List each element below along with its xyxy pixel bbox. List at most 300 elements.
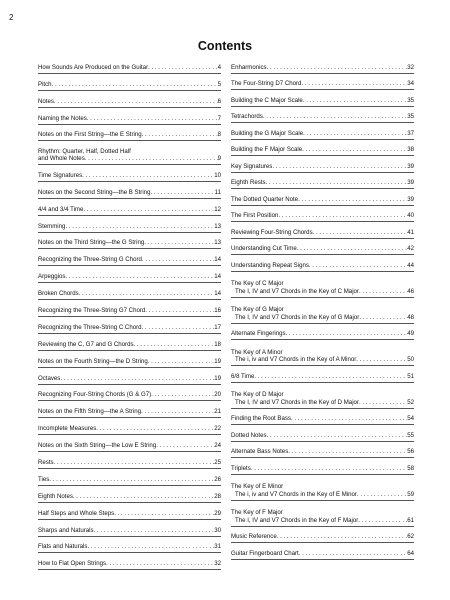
dot-leader	[96, 425, 214, 432]
toc-entry-page: 62	[407, 533, 414, 540]
dot-leader	[267, 432, 408, 439]
toc-entry-line	[38, 256, 221, 263]
toc-entry	[231, 57, 414, 74]
dot-leader	[134, 341, 215, 348]
toc-entry-line	[38, 189, 221, 196]
page-number: 2	[9, 13, 14, 22]
dot-leader	[114, 510, 214, 517]
toc-entry-title: Notes on the Fourth String—the D String	[38, 357, 148, 365]
toc-entry-title: How to Flat Open Strings	[38, 560, 107, 568]
toc-entry-line	[38, 273, 221, 280]
toc-entry-title: Alternate Fingerings	[231, 330, 286, 337]
toc-entry-title: The I, IV and V7 Chords in the Key of G Major	[235, 313, 360, 321]
toc-entry-page: 13	[214, 239, 221, 247]
toc-entry-title: How Sounds Are Produced on the Guitar	[38, 63, 149, 71]
toc-entry-line	[231, 517, 414, 524]
toc-entry	[38, 452, 221, 469]
toc-entry-line	[38, 425, 221, 432]
dot-leader	[82, 172, 214, 179]
toc-entry-page: 54	[407, 415, 414, 422]
dot-leader	[251, 465, 407, 472]
toc-entry-page: 40	[407, 212, 414, 219]
toc-right-column	[231, 57, 414, 560]
dot-leader	[309, 262, 407, 269]
toc-entry-line	[231, 130, 414, 137]
toc-entry-page: 12	[214, 205, 221, 213]
toc-entry-title: The First Position	[231, 212, 279, 219]
toc-entry-page: 13	[214, 222, 221, 230]
dot-leader	[357, 491, 407, 498]
toc-entry-title: 6/8 Time	[231, 372, 255, 380]
dot-leader	[266, 179, 408, 186]
toc-entry-title: Octaves	[38, 374, 61, 382]
toc-entry-page: 14	[214, 273, 221, 281]
dot-leader	[52, 81, 218, 88]
toc-entry-title: Notes on the Second String—the B String	[38, 188, 151, 196]
toc-entry-line	[231, 64, 414, 71]
toc-entry-line	[231, 373, 414, 380]
toc-entry-title: Music Reference	[231, 533, 277, 540]
dot-leader	[54, 98, 218, 105]
toc-entry	[38, 553, 221, 570]
toc-entry-title: The I, IV and V7 Chords in the Key of D Major	[235, 398, 359, 406]
toc-entry-title: Half Steps and Whole Steps	[38, 509, 115, 517]
toc-entry	[231, 90, 414, 107]
toc-entry-title: The i, iv and V7 Chords in the Key of A Minor	[235, 356, 357, 363]
toc-entry	[231, 298, 414, 324]
toc-entry-line	[38, 493, 221, 500]
toc-entry-page: 24	[214, 442, 221, 450]
toc-entry-line	[231, 196, 414, 203]
toc-entry-title: Dotted Notes	[231, 431, 267, 439]
dot-leader	[141, 408, 214, 415]
toc-entry-title: Arpeggios	[38, 273, 66, 281]
toc-entry-page: 19	[214, 357, 221, 365]
toc-entry	[231, 107, 414, 124]
toc-entry-page: 19	[214, 374, 221, 382]
toc-entry-page: 34	[407, 80, 414, 87]
toc-entry-title: Notes on the First String—the E String	[38, 131, 142, 139]
toc-entry-page: 7	[217, 114, 221, 122]
toc-entry-title: The I, IV and V7 Chords in the Key of C Major	[235, 287, 359, 295]
toc-entry-line	[231, 229, 414, 236]
toc-entry-heading	[231, 391, 414, 398]
toc-entry	[38, 108, 221, 125]
toc-entry-line	[38, 172, 221, 179]
toc-entry-title: Eighth Rests	[231, 179, 266, 186]
toc-entry-line	[38, 290, 221, 297]
dot-leader	[60, 375, 214, 382]
toc-entry-line	[38, 543, 221, 550]
toc-entry-page: 51	[407, 372, 414, 380]
toc-entry-title: Recognizing the Three-String G7 Chord	[38, 306, 146, 314]
toc-entry-page: 56	[407, 448, 414, 455]
toc-entry-line	[231, 314, 414, 321]
toc-entry-title: Notes	[38, 97, 54, 105]
toc-entry-title: Alternate Bass Notes	[231, 448, 289, 455]
toc-entry	[38, 520, 221, 537]
toc-entry	[38, 141, 221, 165]
dot-leader	[79, 290, 215, 297]
toc-entry-title: Finding the Root Bass	[231, 415, 291, 422]
toc-entry-title: Notes on the Fifth String—the A String	[38, 408, 141, 416]
toc-entry-page: 14	[214, 290, 221, 298]
dot-leader	[156, 442, 214, 449]
toc-entry-page: 46	[407, 287, 414, 295]
toc-entry	[231, 173, 414, 190]
dot-leader	[142, 131, 218, 138]
toc-entry-line	[231, 97, 414, 104]
toc-entry	[231, 324, 414, 341]
toc-entry-heading	[231, 483, 414, 490]
dot-leader	[87, 115, 218, 122]
toc-entry	[231, 543, 414, 560]
dot-leader	[298, 196, 407, 203]
toc-entry-title: The Key of A Minor	[231, 348, 283, 356]
dot-leader	[359, 399, 407, 406]
dot-leader	[301, 80, 407, 87]
toc-entry-line	[38, 510, 221, 517]
toc-entry-title: The i, iv and V7 Chords in the Key of E Minor	[235, 490, 357, 498]
dot-leader	[87, 543, 214, 550]
toc-entry-title: Recognizing the Three-String G Chord	[38, 256, 142, 264]
toc-entry-page: 22	[214, 425, 221, 433]
toc-entry	[38, 165, 221, 182]
toc-entry-page: 39	[407, 195, 414, 203]
dot-leader	[299, 550, 407, 557]
toc-entry	[231, 442, 414, 459]
toc-entry-page: 48	[407, 313, 414, 321]
dot-leader	[144, 239, 214, 246]
toc-entry	[231, 501, 414, 527]
toc-entry-title: Notes on the Third String—the G String	[38, 239, 145, 247]
toc-entry-line	[38, 442, 221, 449]
toc-entry-line	[231, 212, 414, 219]
toc-entry-line	[38, 408, 221, 415]
toc-entry-page: 8	[217, 131, 221, 139]
toc-entry-title: Key Signatures	[231, 162, 273, 170]
toc-entry	[38, 435, 221, 452]
toc-entry	[38, 401, 221, 418]
toc-entry-line	[231, 415, 414, 422]
toc-entry-line	[38, 459, 221, 466]
page-title: Contents	[197, 39, 253, 53]
toc-entry-title: and Whole Notes	[38, 154, 85, 162]
toc-entry	[38, 125, 221, 142]
toc-entry-title: The Key of E Minor	[231, 483, 284, 491]
toc-entry	[38, 199, 221, 216]
toc-entry-page: 20	[214, 391, 221, 399]
dot-leader	[359, 288, 407, 295]
dot-leader	[291, 415, 407, 422]
toc-entry-page: 29	[214, 509, 221, 517]
toc-entry-title: Rests	[38, 458, 54, 466]
toc-entry-page: 38	[407, 146, 414, 153]
toc-entry	[231, 156, 414, 173]
toc-entry-page: 35	[407, 113, 414, 120]
toc-entry-title: Pitch	[38, 80, 52, 88]
toc-entry-line	[231, 432, 414, 439]
toc-entry-title: Ties	[38, 475, 50, 483]
toc-entry	[38, 182, 221, 199]
toc-entry-line	[231, 330, 414, 337]
dot-leader	[65, 273, 214, 280]
toc-entry	[38, 385, 221, 402]
toc-entry-title: 4/4 and 3/4 Time	[38, 205, 84, 213]
toc-entry-page: 6	[217, 97, 221, 105]
toc-entry-line	[231, 356, 414, 363]
toc-entry	[231, 189, 414, 206]
toc-entry-title: Broken Chords	[38, 290, 79, 298]
dot-leader	[85, 155, 218, 162]
toc-entry-title: Recognizing Four-String Chords (G & G7)	[38, 391, 152, 399]
toc-entry-page: 32	[214, 560, 221, 568]
toc-entry	[38, 283, 221, 300]
toc-entry-page: 21	[214, 408, 221, 416]
toc-entry-line	[231, 288, 414, 295]
toc-entry-title: Incomplete Measures	[38, 425, 97, 433]
toc-entry-page: 26	[214, 475, 221, 483]
toc-entry	[231, 340, 414, 366]
toc-entry-title: Reviewing Four-String Chords	[231, 228, 313, 236]
toc-entry-title: The Key of G Major	[231, 306, 284, 314]
toc-entry-page: 5	[217, 80, 221, 88]
toc-entry-title: The Dotted Quarter Note	[231, 195, 299, 203]
toc-entry-page: 50	[407, 356, 414, 363]
toc-entry-title: Triplets	[231, 464, 251, 472]
toc-entry-page: 61	[407, 516, 414, 524]
toc-entry-line	[231, 262, 414, 269]
dot-leader	[272, 163, 407, 170]
toc-entry-line	[231, 163, 414, 170]
toc-entry	[38, 418, 221, 435]
toc-entry-line	[38, 560, 221, 567]
toc-entry	[38, 368, 221, 385]
toc-entry	[38, 351, 221, 368]
dot-leader	[151, 391, 214, 398]
toc-entry	[231, 409, 414, 426]
toc-entry	[38, 216, 221, 233]
toc-entry-title: The I, IV and V7 Chords in the Key of F Major	[235, 516, 359, 524]
toc-entry-heading	[231, 349, 414, 356]
toc-entry-line	[38, 98, 221, 105]
toc-entry-page: 17	[214, 323, 221, 331]
toc-entry-page: 25	[214, 458, 221, 466]
dot-leader	[106, 560, 214, 567]
toc-entry	[38, 249, 221, 266]
toc-entry-title: Eighth Notes	[38, 492, 73, 500]
toc-entry	[38, 486, 221, 503]
dot-leader	[49, 476, 214, 483]
toc-entry-line	[38, 358, 221, 365]
toc-entry-page: 39	[407, 162, 414, 170]
toc-entry-page: 44	[407, 261, 414, 269]
toc-entry	[231, 74, 414, 91]
toc-entry-title: Recognizing the Three-String C Chord	[38, 323, 142, 331]
dot-leader	[150, 189, 214, 196]
toc-entry-line	[231, 550, 414, 557]
toc-entry-title: Sharps and Naturals	[38, 526, 94, 534]
toc-entry-page: 14	[214, 256, 221, 264]
toc-entry	[231, 366, 414, 383]
toc-entry-title: Understanding Cut Time	[231, 245, 297, 252]
toc-entry	[38, 334, 221, 351]
toc-entry	[38, 233, 221, 250]
toc-entry-page: 59	[407, 490, 414, 498]
toc-entry-title: Tetrachords	[231, 113, 263, 120]
dot-leader	[297, 245, 408, 252]
toc-entry-line	[38, 131, 221, 138]
toc-entry-title: Naming the Notes	[38, 114, 87, 122]
toc-entry-line	[231, 465, 414, 472]
dot-leader	[356, 356, 407, 363]
toc-entry-page: 41	[407, 228, 414, 236]
toc-entry-page: 16	[214, 306, 221, 314]
toc-entry	[38, 469, 221, 486]
toc-entry-heading	[231, 280, 414, 287]
toc-entry-page: 18	[214, 340, 221, 348]
toc-entry-title: Guitar Fingerboard Chart	[231, 549, 299, 557]
toc-entry-line	[231, 448, 414, 455]
toc-entry-page: 30	[214, 526, 221, 534]
toc-entry-heading	[231, 306, 414, 313]
toc-entry-line	[38, 307, 221, 314]
toc-entry-line	[231, 179, 414, 186]
toc-entry-title: The Key of D Major	[231, 391, 284, 399]
toc-entry-page: 37	[407, 129, 414, 137]
toc-entry-line	[38, 239, 221, 246]
toc-entry	[231, 239, 414, 256]
toc-entry-line	[231, 113, 414, 120]
toc-entry	[38, 300, 221, 317]
dot-leader	[73, 493, 214, 500]
toc-entry-title: The Key of F Major	[231, 509, 283, 517]
toc-entry-line	[231, 245, 414, 252]
toc-entry-line	[231, 80, 414, 87]
dot-leader	[313, 229, 408, 236]
toc-entry-title: Flats and Naturals	[38, 543, 88, 551]
toc-entry	[231, 425, 414, 442]
dot-leader	[286, 330, 408, 337]
dot-leader	[358, 517, 407, 524]
toc-entry	[38, 74, 221, 91]
toc-entry-page: 64	[407, 549, 414, 557]
toc-entry	[231, 272, 414, 298]
toc-entry-line	[38, 206, 221, 213]
toc-entry-line	[231, 399, 414, 406]
toc-entry-title: Building the G Major Scale	[231, 129, 304, 137]
toc-entry-title: The Key of C Major	[231, 280, 284, 288]
dot-leader	[148, 358, 214, 365]
toc-entry-page: 52	[407, 398, 414, 406]
dot-leader	[254, 373, 407, 380]
toc-entry	[231, 206, 414, 223]
toc-entry-title: Building the F Major Scale	[231, 146, 303, 153]
toc-entry-line	[38, 324, 221, 331]
toc-entry	[231, 123, 414, 140]
toc-entry	[231, 255, 414, 272]
toc-entry-title: Building the C Major Scale	[231, 96, 303, 104]
toc-entry-page: 39	[407, 179, 414, 186]
dot-leader	[142, 324, 215, 331]
toc-entry	[231, 475, 414, 501]
toc-entry-title: Understanding Repeat Signs	[231, 261, 309, 269]
toc-entry-line	[38, 81, 221, 88]
dot-leader	[83, 206, 214, 213]
toc-entry-line	[231, 533, 414, 540]
toc-entry	[38, 503, 221, 520]
dot-leader	[263, 113, 407, 120]
toc-entry-page: 28	[214, 492, 221, 500]
toc-entry-line	[38, 476, 221, 483]
toc-entry-heading	[231, 509, 414, 516]
toc-entry-line	[38, 341, 221, 348]
toc-entry-title: The Four-String D7 Chord	[231, 80, 302, 87]
toc-entry	[38, 317, 221, 334]
toc-entry	[231, 383, 414, 409]
toc-entry-line	[38, 527, 221, 534]
toc-entry-heading	[38, 148, 221, 155]
dot-leader	[277, 533, 407, 540]
dot-leader	[302, 146, 407, 153]
toc-entry-title: Time Signatures	[38, 171, 83, 179]
toc-entry-line	[38, 223, 221, 230]
dot-leader	[278, 212, 407, 219]
toc-entry-title: Notes on the Sixth String—the Low E String	[38, 442, 157, 450]
toc-entry-line	[38, 64, 221, 71]
toc-entry-page: 10	[214, 171, 221, 179]
toc-entry-line	[38, 375, 221, 382]
toc-entry-line	[231, 491, 414, 498]
toc-entry-page: 35	[407, 96, 414, 104]
toc-entry-title: Stemming	[38, 222, 66, 230]
toc-entry-page: 31	[214, 543, 221, 551]
dot-leader	[65, 223, 214, 230]
dot-leader	[94, 527, 215, 534]
toc-entry-line	[231, 146, 414, 153]
toc-left-column	[38, 57, 221, 570]
toc-entry-page: 42	[407, 245, 414, 252]
toc-entry-title: Rhythm: Quarter, Half, Dotted Half	[38, 147, 131, 155]
toc-entry-line	[38, 155, 221, 162]
toc-entry-page: 58	[407, 464, 414, 472]
toc-entry-page: 11	[214, 188, 221, 196]
toc-entry-line	[38, 391, 221, 398]
toc-entry	[231, 458, 414, 475]
dot-leader	[359, 314, 407, 321]
dot-leader	[288, 448, 407, 455]
toc-entry	[38, 266, 221, 283]
toc-entry-page: 55	[407, 431, 414, 439]
dot-leader	[303, 130, 407, 137]
toc-entry-page: 4	[217, 63, 221, 71]
dot-leader	[54, 459, 215, 466]
toc-entry-title: Reviewing the C, G7 and G Chords	[38, 340, 134, 348]
dot-leader	[267, 64, 408, 71]
toc-entry-line	[38, 115, 221, 122]
toc-entry-page: 49	[407, 330, 414, 337]
dot-leader	[303, 97, 407, 104]
toc-entry	[231, 140, 414, 157]
dot-leader	[145, 307, 214, 314]
toc-entry	[38, 537, 221, 554]
toc-entry	[231, 222, 414, 239]
dot-leader	[142, 256, 214, 263]
toc-entry-page: 9	[217, 154, 221, 162]
toc-entry	[231, 527, 414, 544]
toc-entry-page: 32	[407, 63, 414, 71]
toc-entry-title: Enharmonics	[231, 63, 267, 71]
